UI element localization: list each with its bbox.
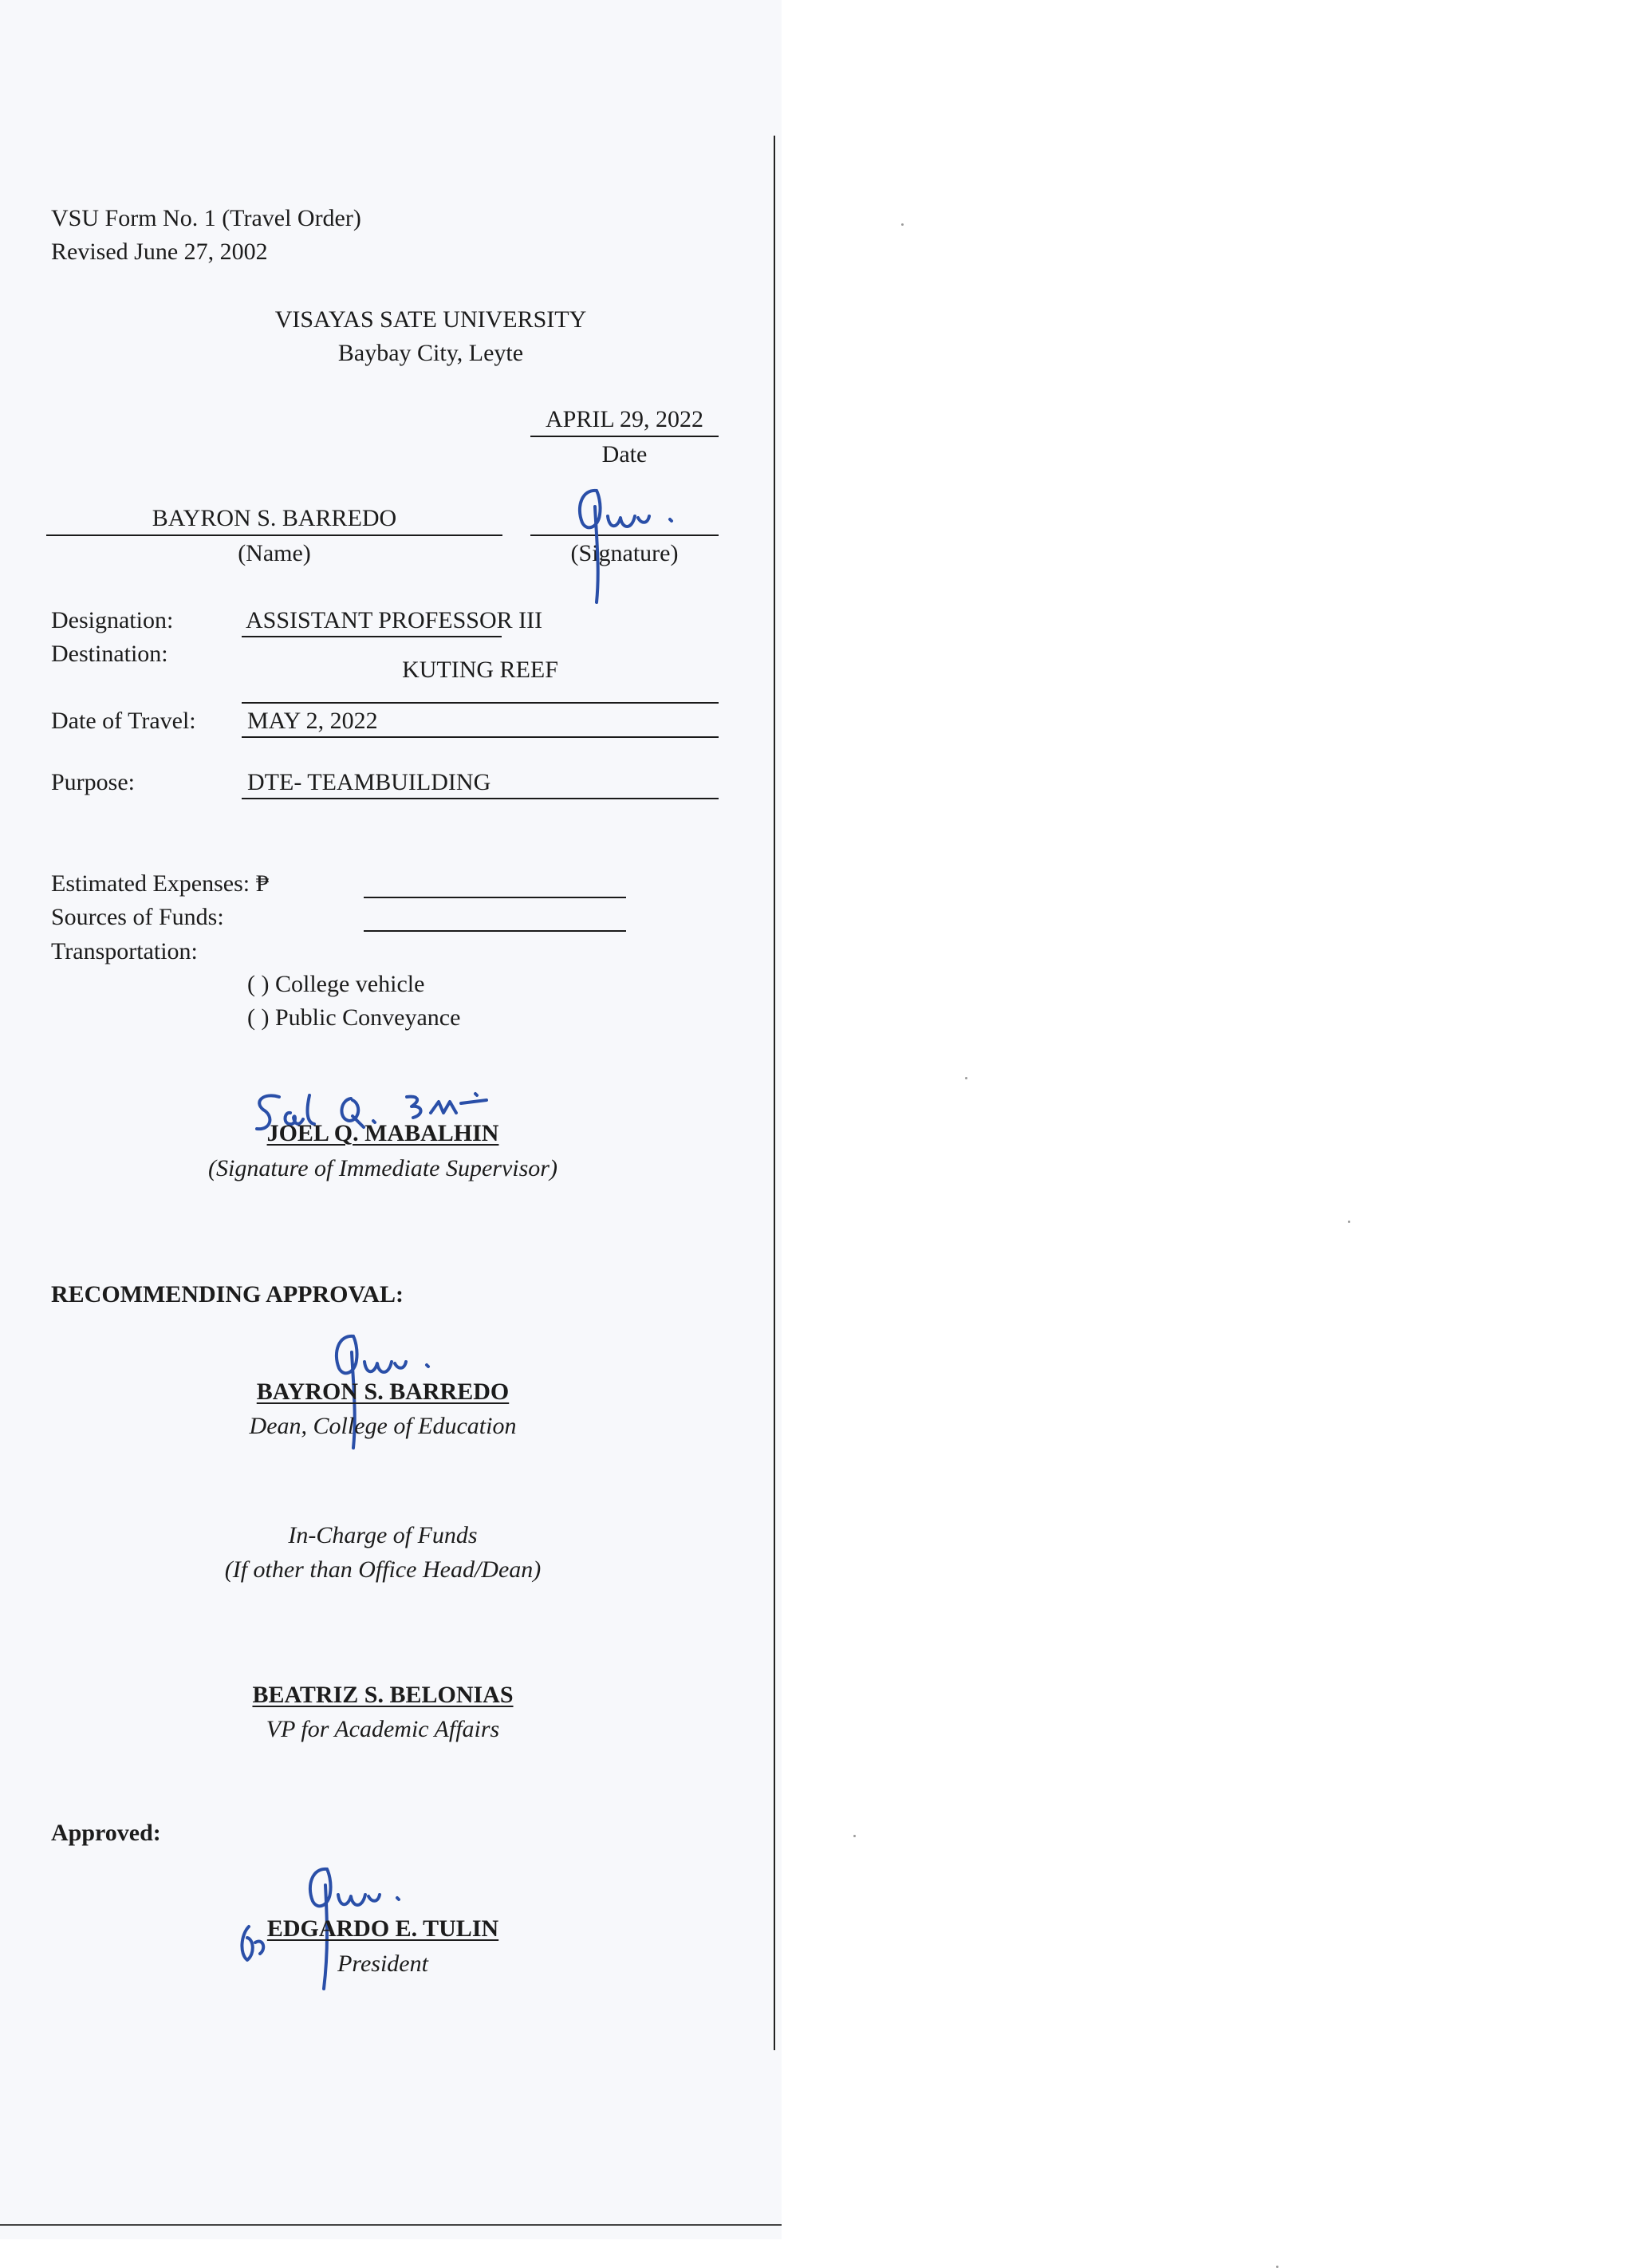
university-name: VISAYAS SATE UNIVERSITY [274, 306, 587, 333]
date-of-travel-rule [242, 736, 719, 738]
scan-speck [901, 223, 904, 226]
president-name: EDGARDO E. TULIN [266, 1915, 499, 1942]
supervisor-name: JOEL Q. MABALHIN [266, 1120, 499, 1146]
purpose-rule [242, 798, 719, 799]
destination-rule [242, 702, 719, 704]
recommending-approval-heading: RECOMMENDING APPROVAL: [51, 1281, 404, 1308]
vp-name: BEATRIZ S. BELONIAS [252, 1682, 514, 1708]
estimated-expenses-label: Estimated Expenses: ₱ [51, 870, 270, 897]
funds-in-charge-line1: In-Charge of Funds [288, 1522, 478, 1548]
date-of-travel-value: MAY 2, 2022 [247, 708, 378, 734]
scan-speck [965, 1077, 967, 1079]
page-bottom-edge [0, 2224, 782, 2226]
university-location: Baybay City, Leyte [337, 340, 524, 366]
approved-heading: Approved: [51, 1820, 161, 1846]
sources-of-funds-rule [364, 930, 626, 932]
destination-label: Destination: [51, 641, 168, 667]
designation-label: Designation: [51, 607, 174, 633]
name-label: (Name) [238, 540, 311, 566]
date-rule [530, 436, 719, 437]
form-revised-date: Revised June 27, 2002 [51, 239, 268, 265]
sources-of-funds-label: Sources of Funds: [51, 904, 224, 930]
transport-option-college-vehicle: ( ) College vehicle [247, 971, 425, 997]
funds-in-charge-line2: (If other than Office Head/Dean) [224, 1556, 542, 1583]
scan-speck [1348, 1221, 1350, 1223]
signature-label: (Signature) [570, 540, 679, 566]
form-number: VSU Form No. 1 (Travel Order) [51, 205, 361, 231]
transport-option-public-conveyance: ( ) Public Conveyance [247, 1004, 461, 1031]
date-of-travel-label: Date of Travel: [51, 708, 196, 734]
supervisor-caption: (Signature of Immediate Supervisor) [208, 1155, 557, 1181]
date-value: APRIL 29, 2022 [545, 406, 704, 432]
president-title: President [337, 1950, 428, 1977]
dean-title: Dean, College of Education [249, 1413, 517, 1439]
purpose-label: Purpose: [51, 769, 135, 795]
date-label: Date [601, 441, 648, 467]
vp-title: VP for Academic Affairs [266, 1716, 500, 1742]
traveler-name: BAYRON S. BARREDO [152, 505, 397, 531]
dean-name: BAYRON S. BARREDO [256, 1379, 510, 1405]
travel-order-sheet [0, 0, 782, 2239]
designation-rule [242, 636, 502, 637]
traveler-signature [558, 475, 686, 610]
page-edge-line [774, 136, 775, 2050]
destination-value: KUTING REEF [402, 657, 558, 683]
estimated-expenses-rule [364, 897, 626, 898]
designation-value: ASSISTANT PROFESSOR III [246, 607, 543, 633]
purpose-value: DTE- TEAMBUILDING [247, 769, 491, 795]
scan-speck [853, 1835, 856, 1837]
transportation-label: Transportation: [51, 938, 198, 964]
name-rule [46, 534, 502, 536]
